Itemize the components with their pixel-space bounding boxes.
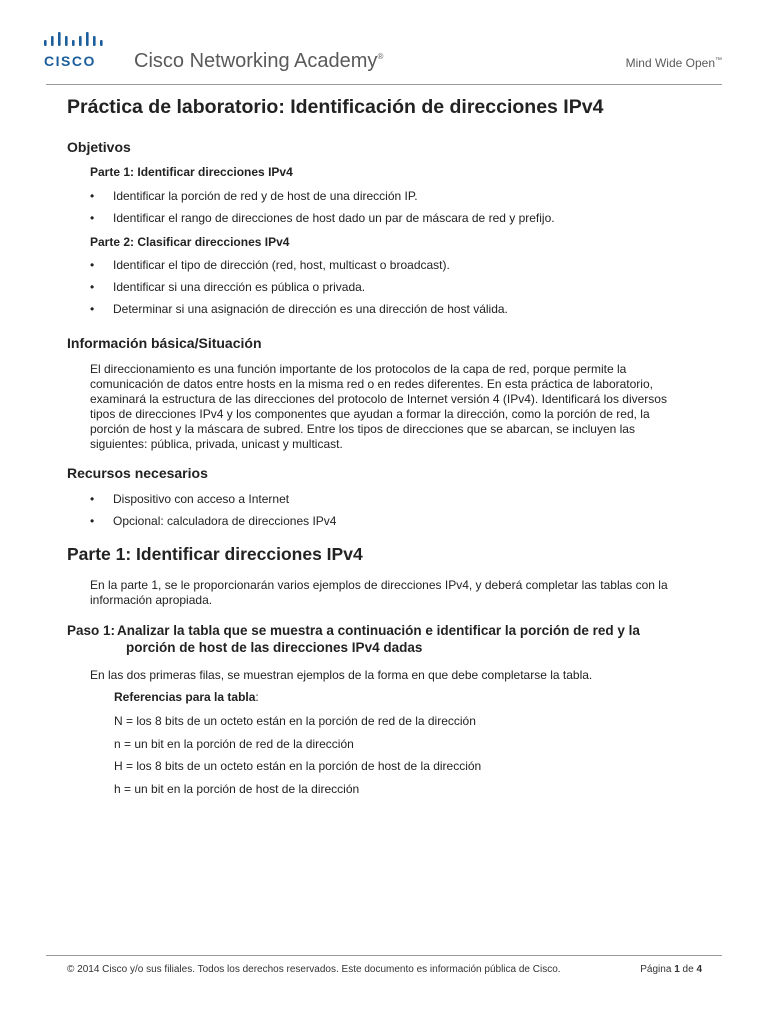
header-divider	[46, 84, 722, 85]
parte1-intro: En la parte 1, se le proporcionarán varios ejemplos de direcciones IPv4, y deberá completar las tablas con la información apropiada.	[90, 578, 668, 607]
list-item: • Opcional: calculadora de direcciones IPv4	[90, 514, 337, 528]
footer-copyright: © 2014 Cisco y/o sus filiales. Todos los derechos reservados. Este documento es información pública de Cisco.	[67, 964, 561, 975]
referencias-label: Referencias para la tabla:	[114, 690, 259, 704]
informacion-heading: Información básica/Situación	[67, 335, 262, 351]
objetivos-parte1-heading: Parte 1: Identificar direcciones IPv4	[90, 165, 293, 179]
referencia-item: H = los 8 bits de un octeto están en la porción de host de la dirección	[114, 759, 482, 773]
referencia-item: N = los 8 bits de un octeto están en la porción de red de la dirección	[114, 714, 476, 728]
paso1-intro: En las dos primeras filas, se muestran ejemplos de la forma en que debe completarse la tabla.	[90, 668, 593, 682]
page-header	[0, 0, 768, 84]
list-item: • Identificar la porción de red y de host de una dirección IP.	[90, 189, 418, 203]
list-item: • Determinar si una asignación de dirección es una dirección de host válida.	[90, 302, 508, 316]
objetivos-parte2-heading: Parte 2: Clasificar direcciones IPv4	[90, 235, 290, 249]
page-number: Página 1 de 4	[640, 964, 702, 975]
list-item: • Identificar el tipo de dirección (red, host, multicast o broadcast).	[90, 258, 450, 272]
cisco-logo-text: CISCO	[44, 53, 96, 69]
list-item: • Identificar el rango de direcciones de host dado un par de máscara de red y prefijo.	[90, 211, 555, 225]
recursos-heading: Recursos necesarios	[67, 465, 208, 481]
cisco-bridge-logo-icon	[44, 32, 112, 49]
referencia-item: n = un bit en la porción de red de la dirección	[114, 737, 354, 751]
footer-divider	[46, 955, 722, 956]
page-title: Práctica de laboratorio: Identificación de direcciones IPv4	[67, 96, 604, 118]
referencia-item: h = un bit en la porción de host de la dirección	[114, 782, 360, 796]
informacion-paragraph: El direccionamiento es una función importante de los protocolos de la capa de red, porque permite la comunicación de datos entre hosts en la misma red o en redes diferentes. En esta práctica de laboratorio, examinará la estructura de las direcciones del protocolo de Internet versión 4 (IPv4). Identificará los diversos tipos de direcciones IPv4 y los componentes que ayudan a formar la dirección, como la porción de red, la porción de host y la máscara de subred. Entre los tipos de direcciones que se abarcan, se incluyen las siguientes: pública, privada, unicast y multicast.	[90, 362, 667, 451]
paso1-heading: Paso 1: Analizar la tabla que se muestra a continuación e identificar la porción de red y la porción de host de las direcciones IPv4 dadas	[67, 623, 640, 655]
parte1-heading: Parte 1: Identificar direcciones IPv4	[67, 544, 363, 564]
list-item: • Identificar si una dirección es pública o privada.	[90, 280, 366, 294]
tagline: Mind Wide Open™	[625, 56, 722, 70]
academy-title: Cisco Networking Academy®	[134, 50, 384, 72]
objetivos-heading: Objetivos	[67, 139, 131, 155]
list-item: • Dispositivo con acceso a Internet	[90, 492, 290, 506]
